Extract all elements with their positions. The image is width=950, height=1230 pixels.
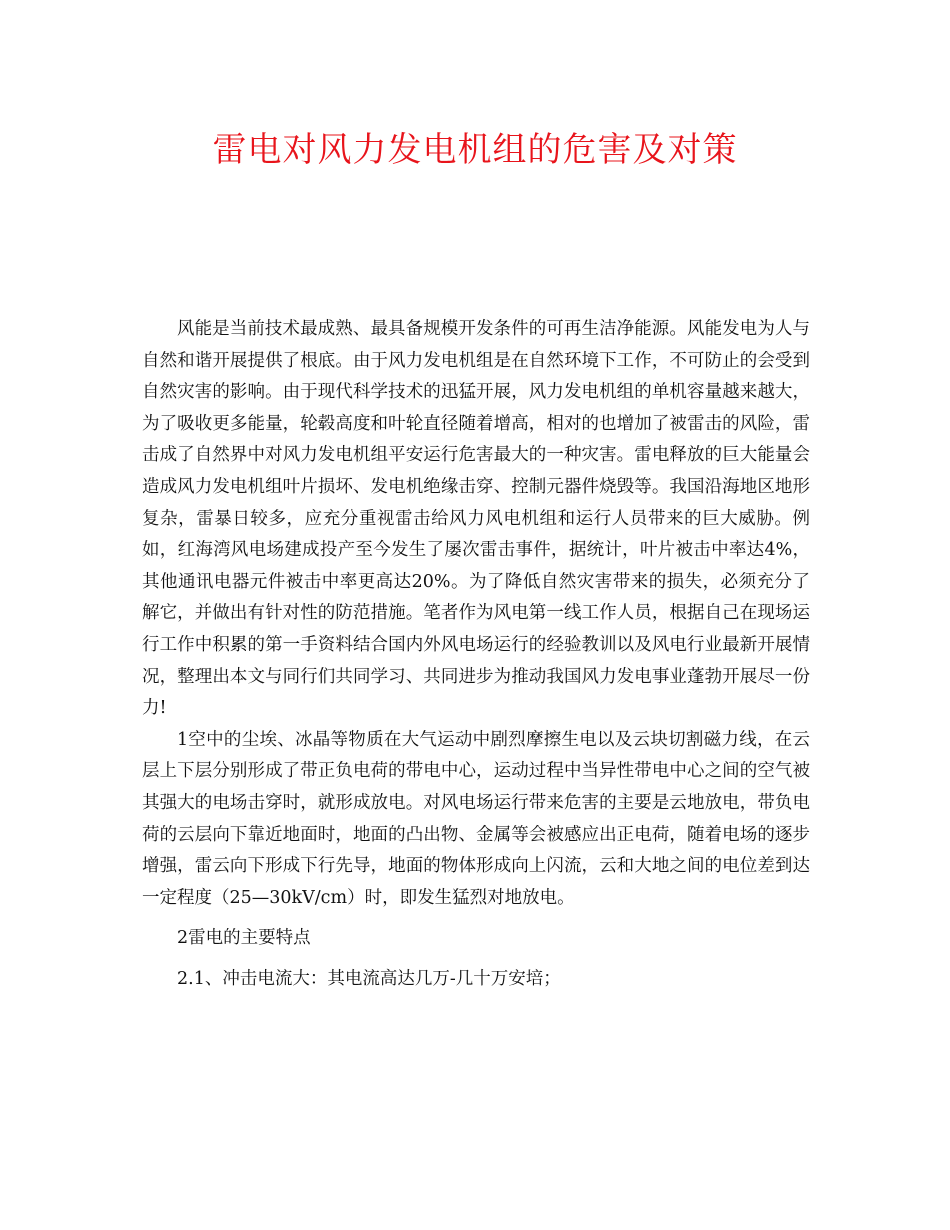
paragraph-lightning-formation: 1空中的尘埃、冰晶等物质在大气运动中剧烈摩擦生电以及云块切割磁力线，在云层上下层分别形成了带正负电荷的带电中心，运动过程中当异性带电中心之间的空气被其强大的电场击穿时，就形成放电。对风电场运行带来危害的主要是云地放电，带负电荷的云层向下靠近地面时，地面的凸出物、金属等会被感应出正电荷，随着电场的逐步增强，雷云向下形成下行先导，地面的物体形成向上闪流，云和大地之间的电位差到达一定程度（25—30kV/cm）时，即发生猛烈对地放电。 bbox=[142, 729, 810, 908]
document-title: 雷电对风力发电机组的危害及对策 bbox=[212, 130, 738, 170]
paragraph-impact-current: 2.1、冲击电流大：其电流高达几万-几十万安培； bbox=[177, 968, 561, 989]
document-body bbox=[142, 314, 810, 995]
section-heading-lightning-features: 2雷电的主要特点 bbox=[177, 928, 311, 949]
paragraph-intro: 风能是当前技术最成熟、最具备规模开发条件的可再生洁净能源。风能发电为人与自然和谐开展提供了根底。由于风力发电机组是在自然环境下工作，不可防止的会受到自然灾害的影响。由于现代科学技术的迅猛开展，风力发电机组的单机容量越来越大，为了吸收更多能量，轮毂高度和叶轮直径随着增高，相对的也增加了被雷击的风险，雷击成了自然界中对风力发电机组平安运行危害最大的一种灾害。雷电释放的巨大能量会造成风力发电机组叶片损坏、发电机绝缘击穿、控制元器件烧毁等。我国沿海地区地形复杂，雷暴日较多，应充分重视雷击给风力风电机组和运行人员带来的巨大威胁。例如，红海湾风电场建成投产至今发生了屡次雷击事件，据统计，叶片被击中率达4%，其他通讯电器元件被击中率更高达20%。为了降低自然灾害带来的损失，必须充分了解它，并做出有针对性的防范措施。笔者作为风电第一线工作人员，根据自己在现场运行工作中积累的第一手资料结合国内外风电场运行的经验教训以及风电行业最新开展情况，整理出本文与同行们共同学习、共同进步为推动我国风力发电事业蓬勃开展尽一份力! bbox=[142, 319, 810, 719]
